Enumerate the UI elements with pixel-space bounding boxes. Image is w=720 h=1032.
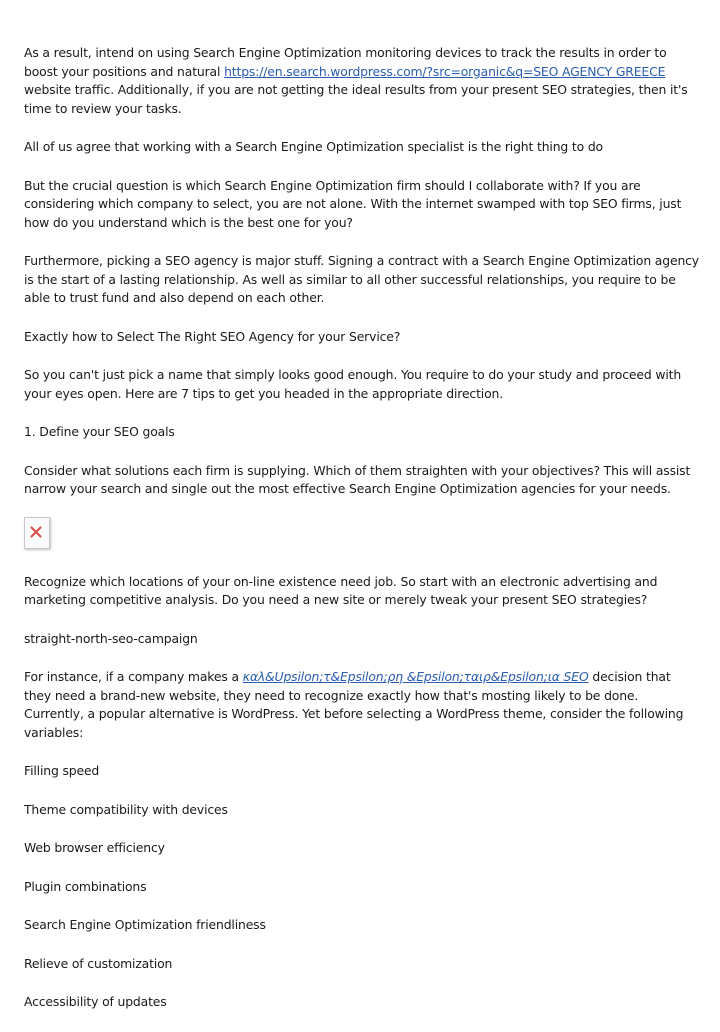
list-item: Relieve of customization [24, 955, 173, 971]
paragraph: All of us agree that working with a Search Engine Optimization specialist is the right thing to do [24, 139, 603, 154]
paragraph-intro [24, 44, 700, 118]
paragraph-text: website traffic. Additionally, if you are not getting the ideal results from your present SEO strategies, then it's time to review your tasks. [24, 82, 688, 116]
section-heading: Exactly how to Select The Right SEO Agency for your Service? [24, 328, 401, 344]
seo-agency-link[interactable]: καλ&Upsilon;τ&Epsilon;ρη &Epsilon;ταιρ&Epsilon;ια SEO [242, 669, 589, 684]
list-item: Theme compatibility with devices [24, 801, 228, 817]
list-item: Filling speed [24, 763, 100, 778]
document-body [24, 44, 700, 1032]
paragraph-text: For instance, if a company makes a [24, 669, 243, 684]
paragraph: Recognize which locations of your on-line existence need job. So start with an electronic advertising and marketing competitive analysis. Do you need a new site or merely tweak your present SEO strategies? [24, 573, 658, 607]
broken-image-icon [30, 526, 42, 538]
list-item: Search Engine Optimization friendliness [24, 917, 266, 932]
broken-image [24, 517, 50, 549]
paragraph: straight-north-seo-campaign [24, 630, 198, 646]
paragraph: Furthermore, picking a SEO agency is major stuff. Signing a contract with a Search Engine Optimization agency is the start of a lasting relationship. As well as similar to all other successful relationships, you require to be able to trust fund and also depend on each other. [24, 253, 699, 305]
paragraph: But the crucial question is which Search Engine Optimization firm should I collaborate with? If you are considering which company to select, you are not alone. With the internet swamped with top SEO firms, just how do you understand which is the best one for you? [24, 177, 682, 230]
paragraph: So you can't just pick a name that simply looks good enough. You require to do your study and proceed with your eyes open. Here are 7 tips to get you headed in the appropriate direction. [24, 367, 682, 401]
paragraph: Consider what solutions each firm is supplying. Which of them straighten with your objectives? This will assist narrow your search and single out the most effective Search Engine Optimization agencies for your needs. [24, 462, 691, 496]
list-item: Web browser efficiency [24, 840, 165, 855]
paragraph-text: As a result, intend on using Search Engine Optimization monitoring devices to track the results in order to boost your positions and natural [24, 45, 667, 79]
wordpress-search-link[interactable]: https://en.search.wordpress.com/?src=organic&q=SEO AGENCY GREECE [224, 63, 666, 79]
numbered-tip-heading: 1. Define your SEO goals [24, 424, 175, 439]
paragraph-text: decision that they need a brand-new website, they need to recognize exactly how that's mosting likely to be done. Currently, a popular alternative is WordPress. Yet before selecting a WordPress theme, consider the following variables: [24, 669, 684, 740]
list-item: Accessibility of updates [24, 994, 167, 1009]
paragraph-example [24, 668, 700, 742]
list-item: Plugin combinations [24, 878, 147, 894]
